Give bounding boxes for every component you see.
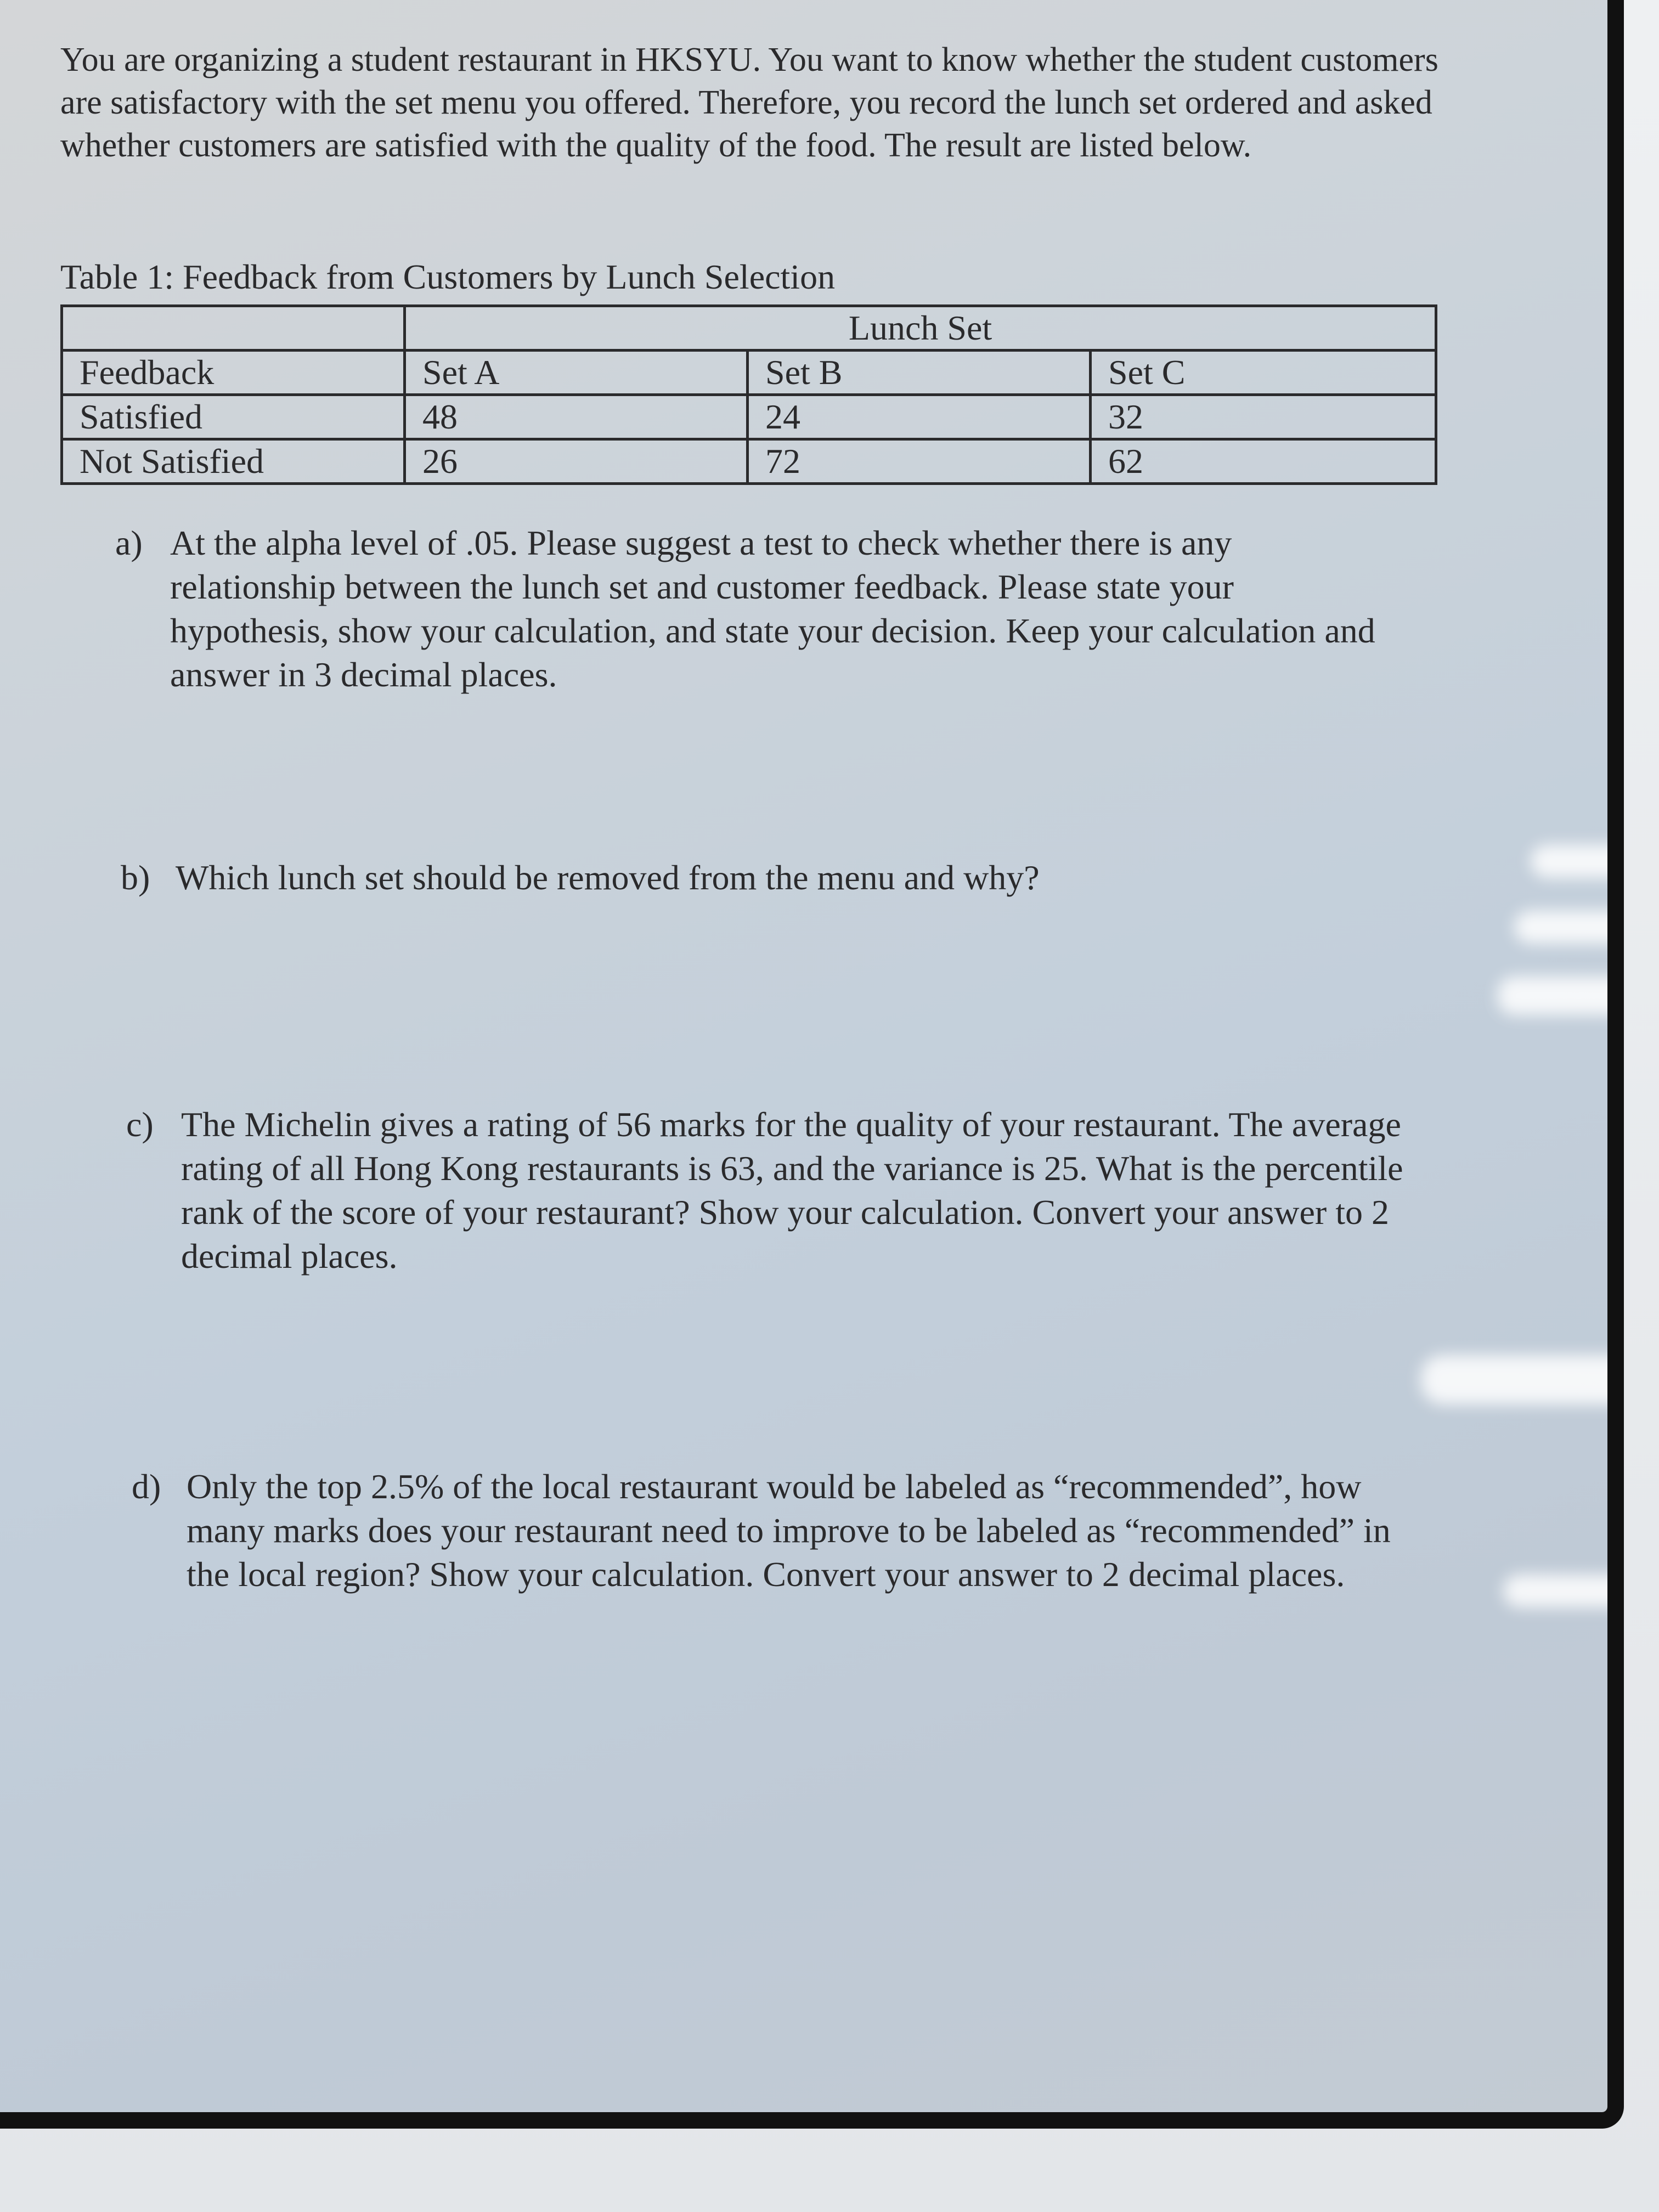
question-label: d) <box>132 1467 161 1506</box>
table-cell: Satisfied <box>62 395 405 439</box>
question-text: At the alpha level of .05. Please suggest a test to check whether there is any relationship between the lunch set and customer feedback. Please state your hypothesis, show your calculation, and state your decision. Keep your calculation and answer in 3 decimal places. <box>170 523 1375 694</box>
question-d <box>132 1465 1410 1596</box>
screen-glare <box>1503 1575 1624 1607</box>
table-header-cell: Set B <box>748 351 1091 395</box>
table-cell-empty <box>62 306 405 351</box>
question-a <box>115 521 1393 697</box>
question-b <box>121 856 1399 900</box>
question-c <box>126 1103 1404 1278</box>
table-cell: 24 <box>748 395 1091 439</box>
table-header-cell: Feedback <box>62 351 405 395</box>
question-text: The Michelin gives a rating of 56 marks for the quality of your restaurant. The average rating of all Hong Kong restaurants is 63, and the variance is 25. What is the percentile rank of the score of your restaurant? Show your calculation. Convert your answer to 2 decimal places. <box>181 1105 1403 1276</box>
table-row <box>62 395 1436 439</box>
table-cell: 32 <box>1091 395 1436 439</box>
table-cell: 48 <box>405 395 748 439</box>
screen-glare <box>1514 911 1624 944</box>
question-label: a) <box>115 523 143 562</box>
screen-glare <box>1421 1355 1624 1404</box>
table-caption: Table 1: Feedback from Customers by Lunch Selection <box>60 257 836 296</box>
intro-paragraph: You are organizing a student restaurant in HKSYU. You want to know whether the student customers are satisfactory with the set menu you offered. Therefore, you record the lunch set ordered and asked whether customers are satisfied with the quality of the food. The result are listed below. <box>60 41 1438 164</box>
question-text: Which lunch set should be removed from the menu and why? <box>176 858 1040 897</box>
table-header-row <box>62 351 1436 395</box>
table-row <box>62 439 1436 484</box>
table-cell: 26 <box>405 439 748 484</box>
question-text: Only the top 2.5% of the local restaurant would be labeled as “recommended”, how many marks does your restaurant need to improve to be labeled as “recommended” in the local region? Show your calculation. Convert your answer to 2 decimal places. <box>187 1467 1391 1594</box>
table-cell: Not Satisfied <box>62 439 405 484</box>
table-cell: 62 <box>1091 439 1436 484</box>
document-page <box>60 38 1465 1594</box>
question-label: c) <box>126 1105 154 1144</box>
question-label: b) <box>121 858 150 897</box>
screen-glare <box>1498 977 1624 1015</box>
table-cell: 72 <box>748 439 1091 484</box>
table-group-header-row <box>62 306 1436 351</box>
screen-glare <box>1531 845 1624 878</box>
table-header-cell: Set C <box>1091 351 1436 395</box>
table-group-header: Lunch Set <box>405 306 1436 351</box>
feedback-table <box>60 304 1437 485</box>
table-header-cell: Set A <box>405 351 748 395</box>
